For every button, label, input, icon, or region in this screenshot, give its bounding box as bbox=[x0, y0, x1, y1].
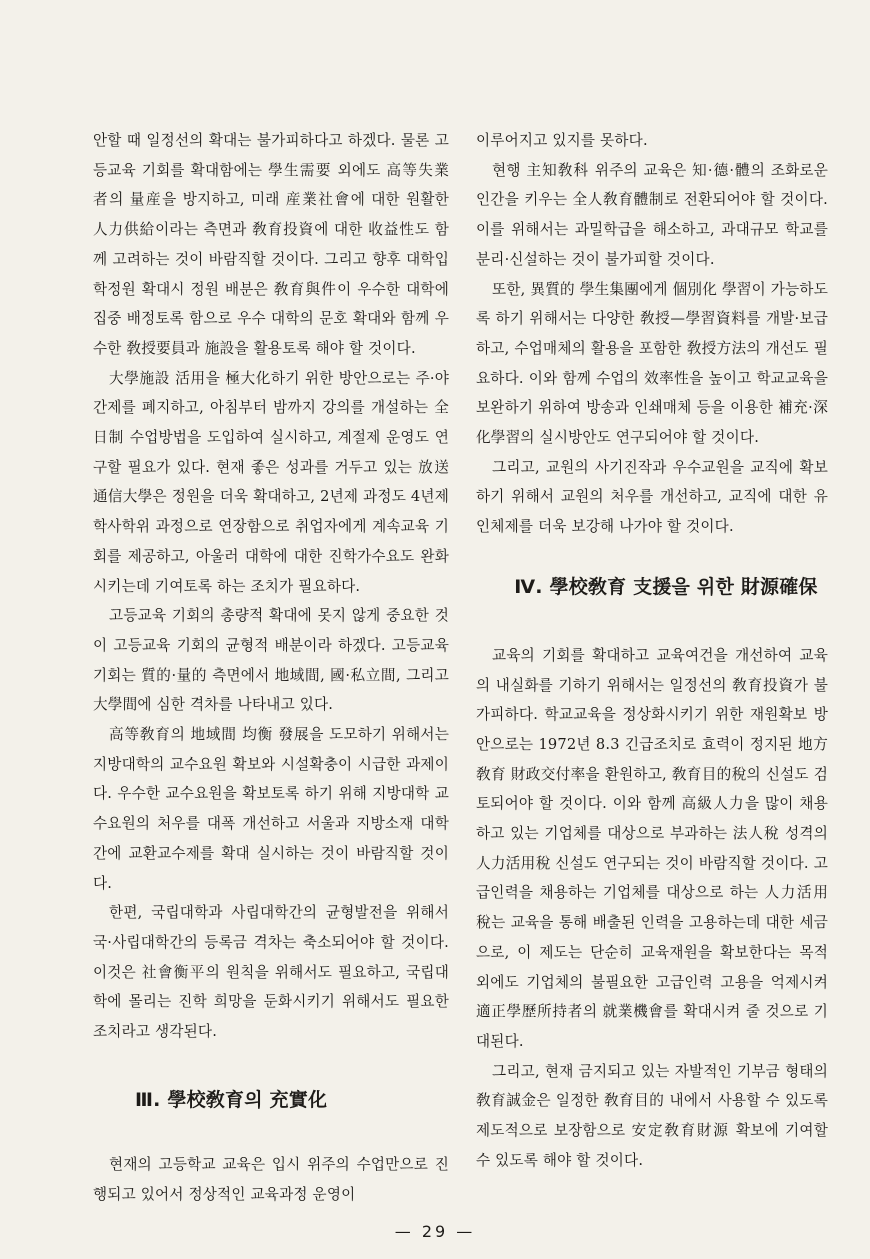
paragraph: 大學施設 活用을 極大化하기 위한 방안으로는 주·야간제를 폐지하고, 아침부터 밤까지 강의를 개설하는 全日制 수업방법을 도입하여 실시하고, 계절제 운영도 연구할 필요가 있다. 현재 좋은 성과를 거두고 있는 放送通信大學은 정원을 더욱 확대하고, 2년제 과정도 4년제 학사학위 과정으로 연장함으로 취업자에게 계속교육 기회를 제공하고, 아울러 대학에 대한 진학가수요도 완화시키는데 기여토록 하는 조치가 필요하다. bbox=[93, 369, 449, 595]
paragraph: 고등교육 기회의 총량적 확대에 못지 않게 중요한 것이 고등교육 기회의 균형적 배분이라 하겠다. 고등교육 기회는 質的·量的 측면에서 地域間, 國·私立間, 그리고 大學間에 심한 격차를 나타내고 있다. bbox=[93, 607, 449, 714]
paragraph: 교육의 기회를 확대하고 교육여건을 개선하여 교육의 내실화를 기하기 위해서는 일정선의 敎育投資가 불가피하다. 학교교육을 정상화시키기 위한 재원확보 방안으로는 1972년 8.3 긴급조치로 효력이 정지된 地方敎育 財政交付率을 환원하고, 敎育目的稅의 신설도 검토되어야 할 것이다. 이와 함께 高級人力을 많이 채용하고 있는 기업체를 대상으로 부과하는 法人稅 성격의 人力活用稅 신설도 연구되는 것이 바람직할 것이다. 고급인력을 채용하는 기업체를 대상으로 하는 人力活用稅는 교육을 통해 배출된 인력을 고용하는데 대한 세금으로, 이 제도는 단순히 교육재원을 확보한다는 목적 외에도 기업체의 불필요한 고급인력 고용을 억제시켜 適正學歷所持者의 就業機會를 확대시켜 줄 것으로 기대된다. bbox=[476, 646, 828, 1050]
paragraph: 高等敎育의 地域間 均衡 發展을 도모하기 위해서는 지방대학의 교수요원 확보와 시설확충이 시급한 과제이다. 우수한 교수요원을 확보토록 하기 위해 지방대학 교수요원의 처우를 대폭 개선하고 서울과 지방소재 대학간에 교환교수제를 확대 실시하는 것이 바람직할 것이다. bbox=[93, 726, 449, 892]
section-heading-3: Ⅲ. 學校敎育의 充實化 bbox=[135, 1088, 328, 1111]
page-number: — 29 — bbox=[394, 1222, 476, 1241]
paragraph: 한편, 국립대학과 사립대학간의 균형발전을 위해서 국·사립대학간의 등록금 격차는 축소되어야 할 것이다. 이것은 社會衡平의 원칙을 위해서도 필요하고, 국립대학에 몰리는 진학 희망을 둔화시키기 위해서도 필요한 조치라고 생각된다. bbox=[93, 904, 449, 1041]
paragraph: 현행 主知敎科 위주의 교육은 知·德·體의 조화로운 인간을 키우는 全人敎育體制로 전환되어야 할 것이다. 이를 위해서는 과밀학급을 해소하고, 과대규모 학교를 분리·신설하는 것이 불가피할 것이다. bbox=[476, 161, 828, 268]
paragraph: 그리고, 교원의 사기진작과 우수교원을 교직에 확보하기 위해서 교원의 처우를 개선하고, 교직에 대한 유인체제를 더욱 보강해 나가야 할 것이다. bbox=[476, 458, 828, 536]
section-heading-4: Ⅳ. 學校敎育 支援을 위한 財源確保 bbox=[514, 575, 818, 598]
paragraph: 안할 때 일정선의 확대는 불가피하다고 하겠다. 물론 고등교육 기회를 확대함에는 學生需要 외에도 高等失業者의 量産을 방지하고, 미래 産業社會에 대한 원활한 人力供給이라는 측면과 敎育投資에 대한 收益性도 함께 고려하는 것이 바람직할 것이다. 그리고 향후 대학입학정원 확대시 정원 배분은 敎育與件이 우수한 대학에 집중 배정토록 함으로 우수 대학의 문호 확대와 함께 우수한 敎授要員과 施設을 활용토록 해야 할 것이다. bbox=[93, 132, 449, 357]
paragraph: 현재의 고등학교 교육은 입시 위주의 수업만으로 진행되고 있어서 정상적인 교육과정 운영이 bbox=[93, 1155, 449, 1203]
paragraph: 이루어지고 있지를 못하다. bbox=[476, 132, 648, 149]
paragraph: 또한, 異質的 學生集團에게 個別化 學習이 가능하도록 하기 위해서는 다양한 敎授—學習資料를 개발·보급하고, 수업매체의 활용을 포함한 敎授方法의 개선도 필요하다. 이와 함께 수업의 效率性을 높이고 학교교육을 보완하기 위하여 방송과 인쇄매체 등을 이용한 補充·深化學習의 실시방안도 연구되어야 할 것이다. bbox=[476, 280, 828, 447]
left-column bbox=[93, 126, 449, 1209]
right-column bbox=[476, 126, 828, 1176]
paragraph: 그리고, 현재 금지되고 있는 자발적인 기부금 형태의 敎育誠金은 일정한 敎育目的 내에서 사용할 수 있도록 제도적으로 보장함으로 安定敎育財源 확보에 기여할 수 있도록 해야 할 것이다. bbox=[476, 1062, 828, 1169]
